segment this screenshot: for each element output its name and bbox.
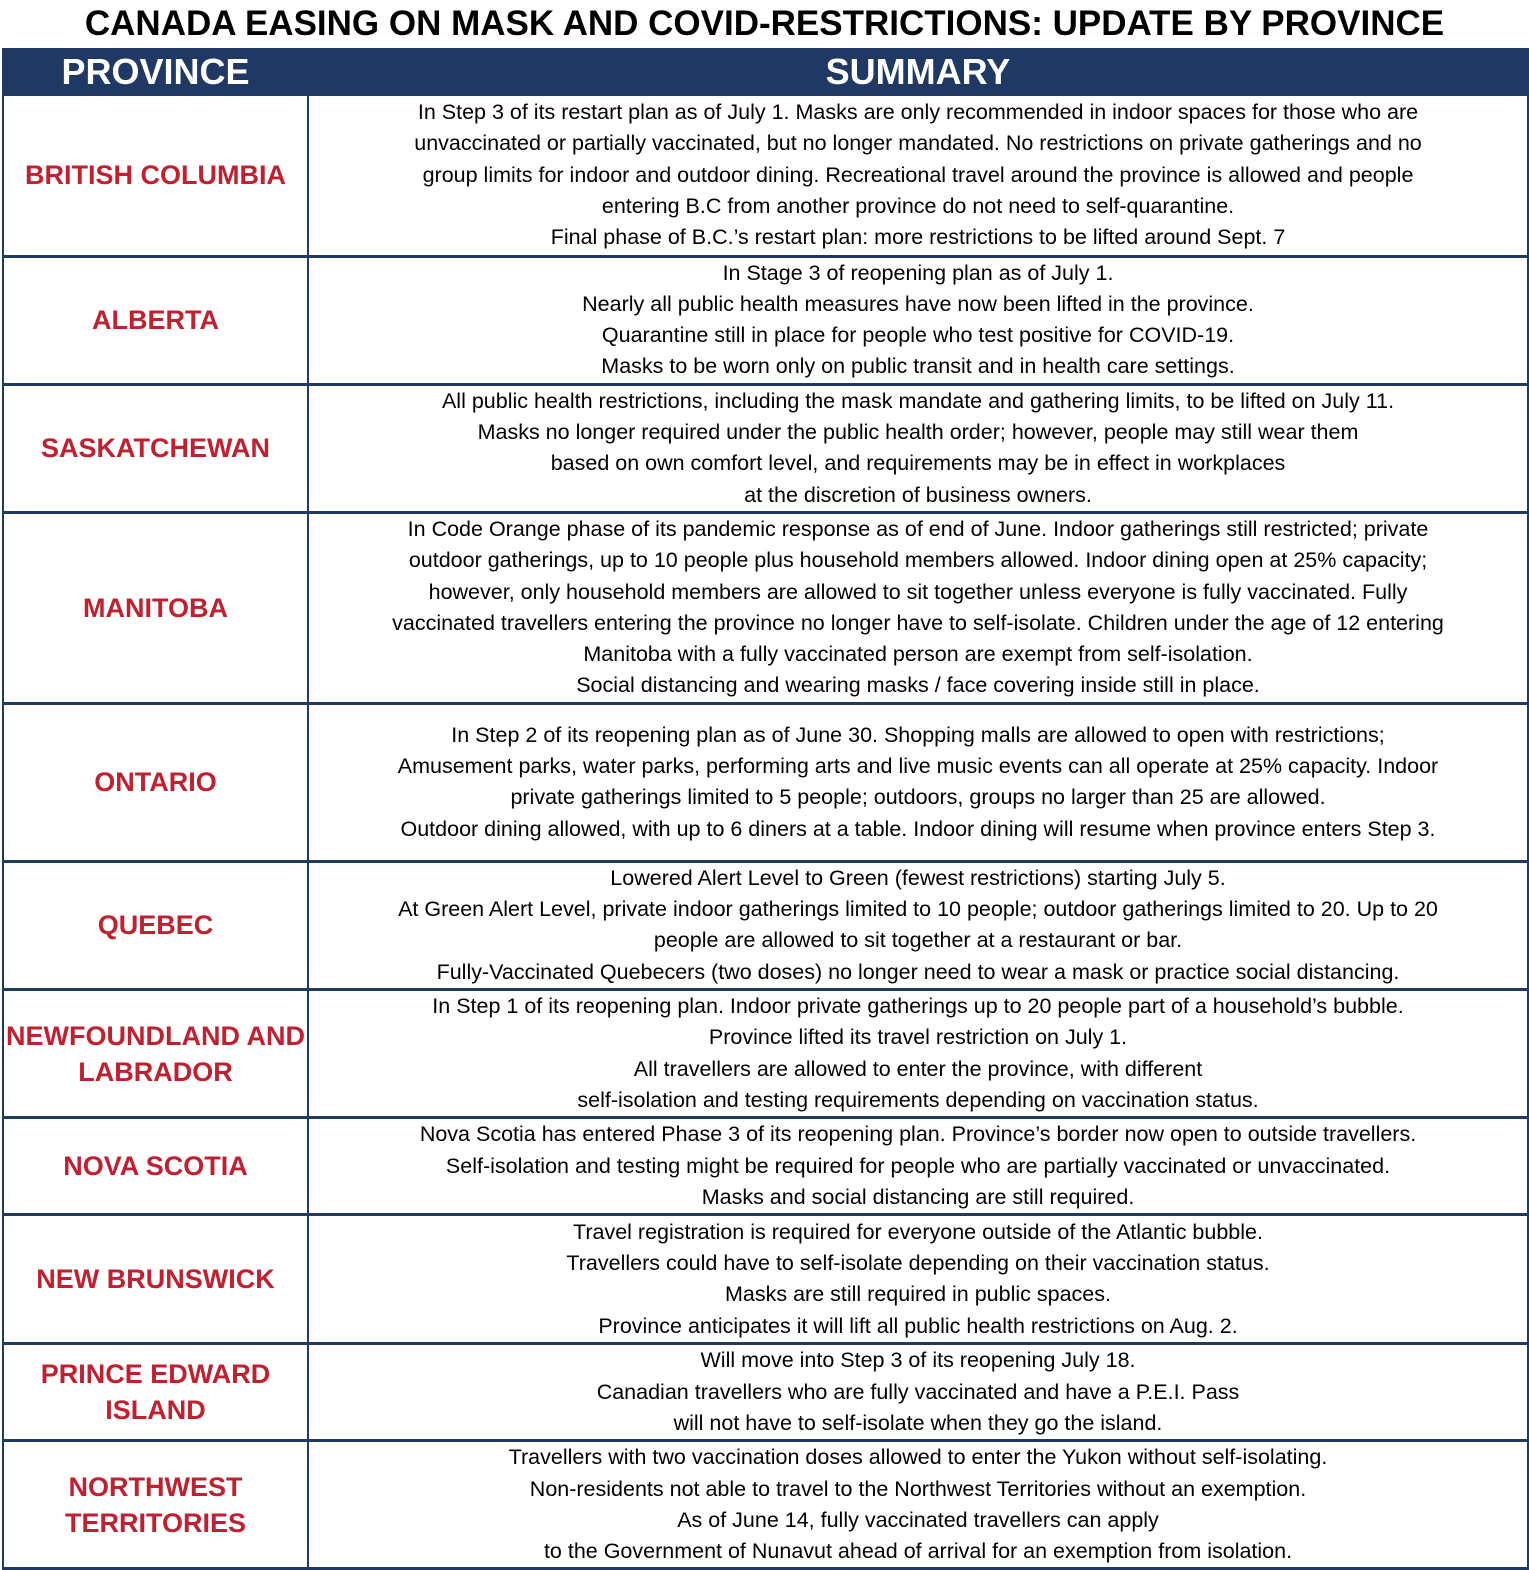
province-name-line: AND LABRADOR [78,1020,305,1087]
summary-line: In Code Orange phase of its pandemic response as of end of June. Indoor gatherings still restricted; private [407,516,1429,541]
province-summary [308,1344,1528,1441]
column-header-summary: SUMMARY [308,48,1528,96]
summary-line: Fully-Vaccinated Quebecers (two doses) no longer need to wear a mask or practice social distancing. [436,959,1400,984]
table-row [3,1215,1528,1344]
province-summary [308,1215,1528,1344]
province-summary [308,512,1528,703]
province-name-line: QUEBEC [97,910,214,941]
province-name [3,1215,308,1344]
table-row [3,1118,1528,1215]
summary-line: people are allowed to sit together at a restaurant or bar. [653,928,1183,953]
summary-line: Province anticipates it will lift all public health restrictions on Aug. 2. [598,1313,1238,1338]
column-header-province: PROVINCE [3,48,308,96]
province-name-line: ISLAND [105,1395,206,1426]
province-name-line: ONTARIO [94,767,217,798]
province-name [3,256,308,384]
province-name-line: MANITOBA [83,592,228,623]
summary-line: group limits for indoor and outdoor dining. Recreational travel around the province is allowed and people [422,162,1414,187]
province-name-line: NEWFOUNDLAND [6,1020,240,1051]
summary-line: self-isolation and testing requirements depending on vaccination status. [577,1087,1259,1112]
summary-line: to the Government of Nunavut ahead of arrival for an exemption from isolation. [543,1539,1293,1564]
summary-line: Masks to be worn only on public transit and in health care settings. [601,354,1235,379]
table-row [3,861,1528,989]
province-name [3,96,308,256]
summary-line: entering B.C from another province do not need to self-quarantine. [601,193,1235,218]
province-summary [308,1118,1528,1215]
summary-line: In Step 3 of its restart plan as of July 1. Masks are only recommended in indoor spaces for those who are [417,100,1419,124]
summary-line: Canadian travellers who are fully vaccinated and have a P.E.I. Pass [596,1379,1240,1404]
table-body [3,96,1528,1569]
province-name-line: BRITISH COLUMBIA [25,160,286,191]
province-summary [308,1441,1528,1569]
province-name [3,703,308,861]
province-name [3,1344,308,1441]
summary-line: Manitoba with a fully vaccinated person are exempt from self-isolation. [583,642,1253,667]
summary-line: Travellers with two vaccination doses allowed to enter the Yukon without self-isolating. [508,1445,1328,1470]
table-row [3,990,1528,1118]
summary-line: Outdoor dining allowed, with up to 6 diners at a table. Indoor dining will resume when province enters Step 3. [400,816,1436,841]
province-name-line: NORTHWEST [68,1471,243,1502]
summary-line: At Green Alert Level, private indoor gatherings limited to 10 people; outdoor gatherings limited to 20. Up to 20 [398,897,1438,922]
summary-line: Province lifted its travel restriction on July 1. [708,1025,1128,1050]
summary-line: Amusement parks, water parks, performing arts and live music events can all operate at 25% capacity. Indoor [397,754,1439,779]
summary-line: In Step 2 of its reopening plan as of June 30. Shopping malls are allowed to open with restrictions; [451,722,1385,747]
summary-line: All travellers are allowed to enter the province, with different [633,1056,1203,1081]
summary-line: Masks are still required in public spaces. [725,1282,1111,1307]
summary-line: Nearly all public health measures have now been lifted in the province. [582,291,1254,316]
summary-line: will not have to self-isolate when they go the island. [673,1410,1163,1435]
table-row [3,703,1528,861]
summary-line: Non-residents not able to travel to the Northwest Territories without an exemption. [529,1476,1307,1501]
province-name [3,384,308,512]
table-row [3,96,1528,256]
table-row [3,384,1528,512]
province-name-line: NOVA SCOTIA [63,1151,248,1182]
table-row [3,256,1528,384]
province-name-line: ALBERTA [92,305,219,336]
summary-line: at the discretion of business owners. [744,482,1092,507]
province-name [3,1118,308,1215]
summary-line: Travel registration is required for everyone outside of the Atlantic bubble. [573,1219,1263,1244]
province-summary [308,990,1528,1118]
province-summary [308,256,1528,384]
summary-line: vaccinated travellers entering the province no longer have to self-isolate. Children under the age of 12 entering [392,610,1444,635]
province-name-line: NEW BRUNSWICK [36,1264,275,1295]
province-summary [308,861,1528,989]
province-name-line: TERRITORIES [64,1507,247,1538]
province-name [3,861,308,989]
province-summary [308,703,1528,861]
summary-line: In Step 1 of its reopening plan. Indoor private gatherings up to 20 people part of a household’s bubble. [432,994,1404,1019]
page-title: CANADA EASING ON MASK AND COVID-RESTRICTIONS: UPDATE BY PROVINCE [84,4,1445,43]
summary-line: All public health restrictions, including the mask mandate and gathering limits, to be lifted on July 11. [441,388,1395,413]
province-name [3,990,308,1118]
table-row [3,1441,1528,1569]
summary-line: private gatherings limited to 5 people; outdoors, groups no larger than 25 are allowed. [510,785,1326,810]
summary-line: however, only household members are allowed to sit together unless everyone is fully vaccinated. Fully [428,579,1408,604]
province-summary [308,384,1528,512]
summary-line: As of June 14, fully vaccinated travellers can apply [677,1507,1159,1532]
summary-line: Will move into Step 3 of its reopening July 18. [700,1348,1136,1373]
summary-line: unvaccinated or partially vaccinated, but no longer mandated. No restrictions on private gatherings and no [414,131,1422,156]
summary-line: Nova Scotia has entered Phase 3 of its reopening plan. Province’s border now open to outside travellers. [419,1122,1417,1147]
summary-line: Masks no longer required under the public health order; however, people may still wear them [477,419,1359,444]
summary-line: Quarantine still in place for people who test positive for COVID-19. [601,323,1235,348]
summary-line: outdoor gatherings, up to 10 people plus household members allowed. Indoor dining open at 25% capacity; [408,548,1428,573]
province-name-line: PRINCE EDWARD [40,1359,271,1390]
summary-line: Travellers could have to self-isolate depending on their vaccination status. [566,1250,1270,1275]
summary-line: Final phase of B.C.’s restart plan: more restrictions to be lifted around Sept. 7 [550,225,1286,250]
province-name-line: SASKATCHEWAN [41,433,270,464]
table-header-row [3,48,1528,96]
summary-line: based on own comfort level, and requirements may be in effect in workplaces [550,451,1286,476]
table-row [3,1344,1528,1441]
summary-line: Masks and social distancing are still required. [701,1184,1135,1209]
province-name [3,512,308,703]
province-name [3,1441,308,1569]
province-table [2,48,1529,1570]
table-row [3,512,1528,703]
summary-line: Social distancing and wearing masks / face covering inside still in place. [576,673,1260,698]
summary-line: Lowered Alert Level to Green (fewest restrictions) starting July 5. [610,865,1226,890]
summary-line: In Stage 3 of reopening plan as of July 1. [722,260,1114,285]
summary-line: Self-isolation and testing might be required for people who are partially vaccinated or unvaccinated. [445,1153,1391,1178]
province-summary [308,96,1528,256]
